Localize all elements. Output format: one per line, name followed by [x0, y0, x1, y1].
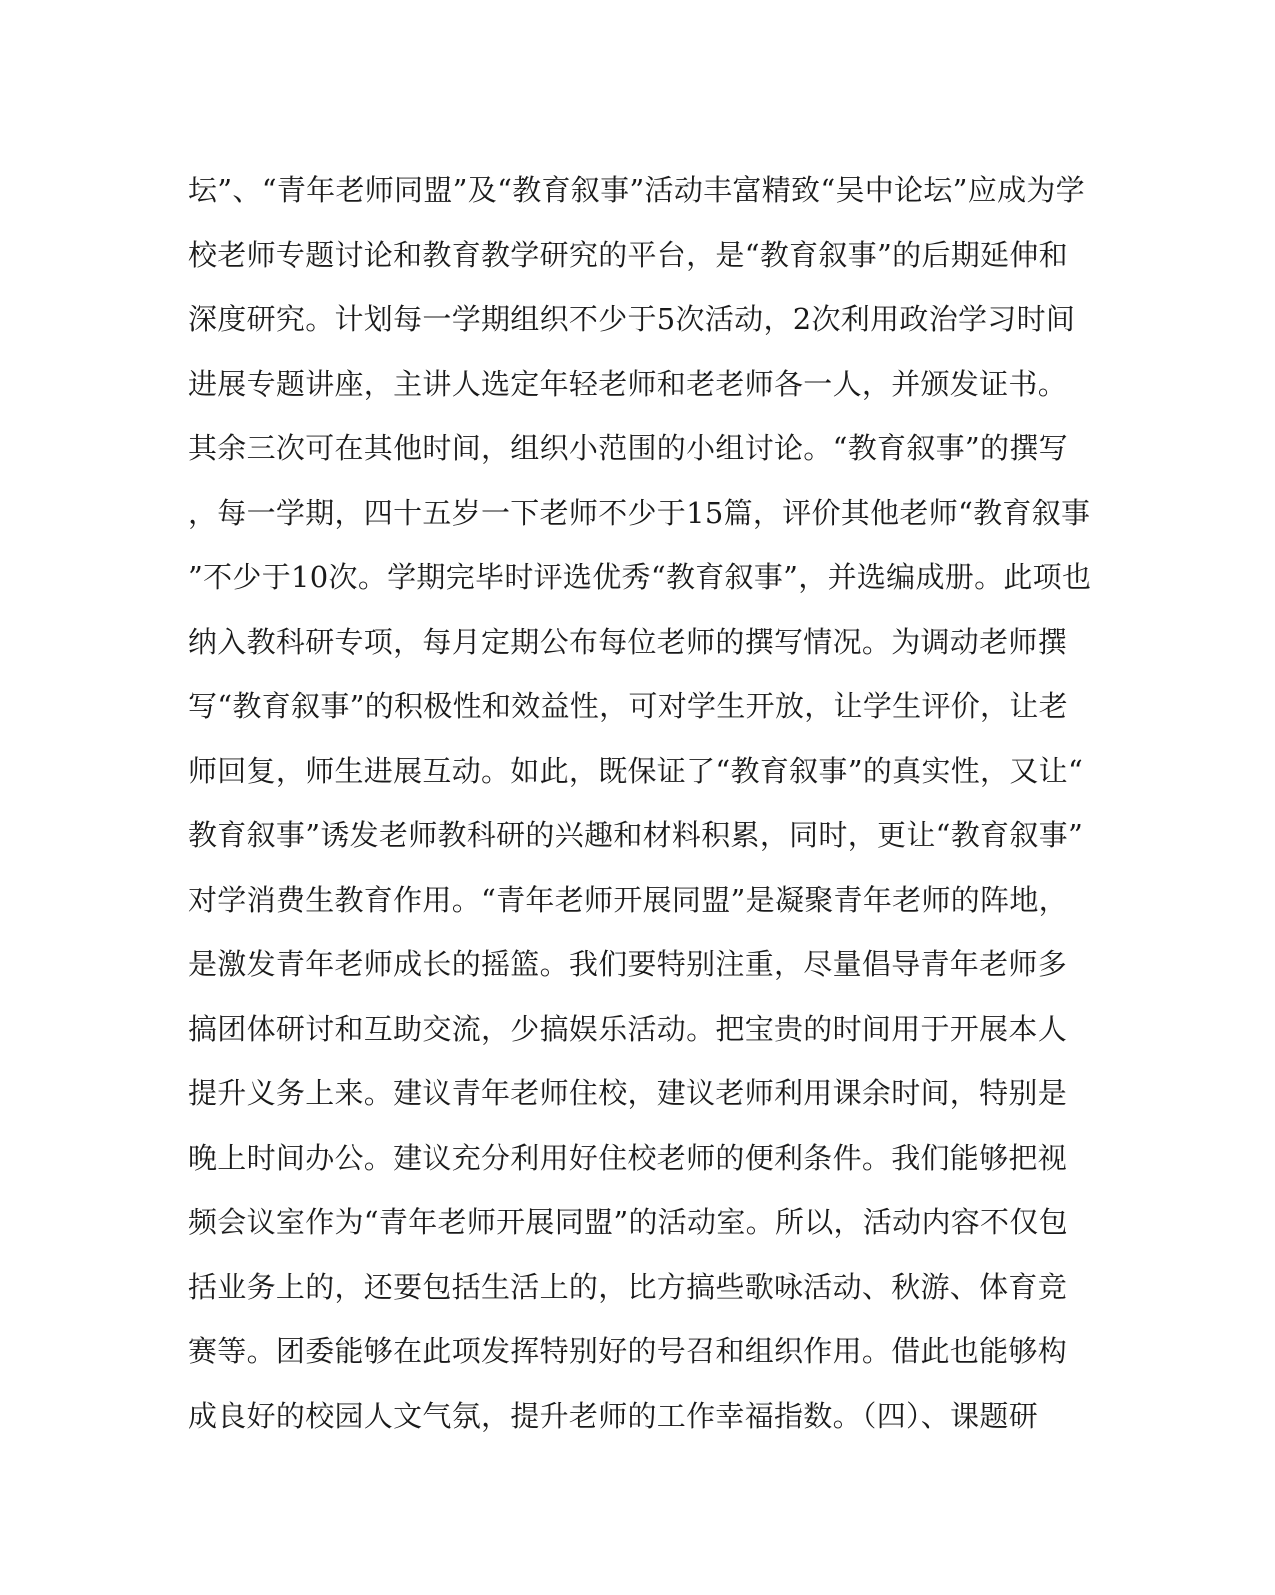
text-line: 其余三次可在其他时间，组织小范围的小组讨论。“教育叙事”的撰写 [188, 431, 1068, 465]
text-line: 纳入教科研专项，每月定期公布每位老师的撰写情况。为调动老师撰 [188, 624, 1068, 659]
text-line: ”不少于10次。学期完毕时评选优秀“教育叙事”，并选编成册。此项也 [188, 560, 1092, 594]
text-line: 校老师专题讨论和教育教学研究的平台，是“教育叙事”的后期延伸和 [188, 237, 1068, 272]
body-text [188, 158, 1092, 1448]
text-line: 搞团体研讨和互助交流，少搞娱乐活动。把宝贵的时间用于开展本人 [188, 1011, 1068, 1046]
text-line: 对学消费生教育作用。“青年老师开展同盟”是凝聚青年老师的阵地， [188, 882, 1068, 917]
text-line: 是激发青年老师成长的摇篮。我们要特别注重，尽量倡导青年老师多 [188, 947, 1068, 981]
text-line: 频会议室作为“青年老师开展同盟”的活动室。所以，活动内容不仅包 [188, 1205, 1068, 1239]
text-line: 师回复，师生进展互动。如此，既保证了“教育叙事”的真实性，又让“ [188, 753, 1084, 788]
text-line: 进展专题讲座，主讲人选定年轻老师和老老师各一人，并颁发证书。 [188, 366, 1068, 401]
text-line: 坛”、“青年老师同盟”及“教育叙事”活动丰富精致“吴中论坛”应成为学 [188, 173, 1085, 207]
text-line: 深度研究。计划每一学期组织不少于5次活动，2次利用政治学习时间 [188, 302, 1076, 336]
text-line: 提升义务上来。建议青年老师住校，建议老师利用课余时间，特别是 [188, 1076, 1068, 1110]
text-line: 晚上时间办公。建议充分利用好住校老师的便利条件。我们能够把视 [188, 1140, 1068, 1175]
text-line: 括业务上的，还要包括生活上的，比方搞些歌咏活动、秋游、体育竞 [188, 1269, 1068, 1304]
text-line: 赛等。团委能够在此项发挥特别好的号召和组织作用。借此也能够构 [188, 1334, 1068, 1368]
text-line: 教育叙事”诱发老师教科研的兴趣和材料积累，同时，更让“教育叙事” [188, 818, 1084, 852]
text-line: ，每一学期，四十五岁一下老师不少于15篇，评价其他老师“教育叙事 [188, 495, 1091, 530]
text-line: 写“教育叙事”的积极性和效益性，可对学生开放，让学生评价，让老 [188, 689, 1068, 723]
text-line: 成良好的校园人文气氛，提升老师的工作幸福指数。（四）、课题研 [188, 1398, 1039, 1433]
